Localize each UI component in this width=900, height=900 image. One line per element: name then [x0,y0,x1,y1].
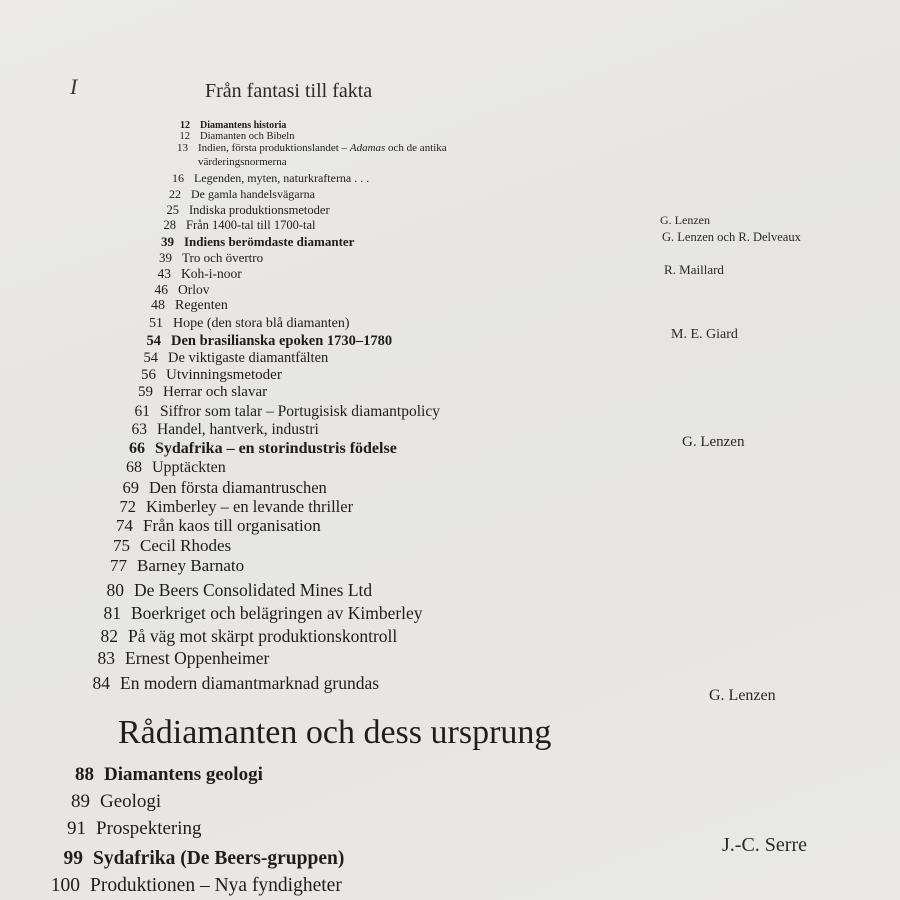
chapter-author: G. Lenzen [682,434,745,450]
toc-page-number: 54 [143,350,158,366]
toc-entry [152,187,315,202]
toc-entry [125,350,328,367]
toc-page-number: 54 [146,333,161,349]
toc-entry-title: Utvinningsmetoder [166,367,282,383]
toc-entry-title: Sydafrika (De Beers-gruppen) [93,848,345,869]
toc-entry [123,367,282,384]
toc-page-number: 48 [151,298,165,313]
toc-page-number: 51 [149,316,163,331]
toc-entry [120,384,267,401]
toc-entry-title: Den första diamantruschen [149,478,327,497]
toc-page-number: 43 [157,266,171,281]
toc-page-number: 99 [63,848,83,869]
toc-entry-title: Sydafrika – en storindustris födelse [155,440,397,457]
toc-page-number: 13 [177,142,188,154]
toc-entry [156,156,287,168]
toc-entry [128,333,392,350]
toc-entry-title: Herrar och slavar [163,384,268,400]
toc-entry-title: Kimberley – en levande thriller [146,497,354,516]
toc-entry-title: Diamantens historia [200,120,287,131]
toc-page-number: 61 [134,403,150,420]
toc-entry [50,764,263,786]
toc-entry [42,818,202,840]
toc-page-number: 74 [116,516,133,535]
toc-entry [117,403,440,421]
toc-entry-title: Legenden, myten, naturkrafterna . . . [194,171,370,185]
toc-entry [85,626,397,647]
toc-entry [133,298,228,314]
toc-entry-title: Den brasilianska epoken 1730–1780 [171,333,393,349]
toc-entry-title: Upptäckten [152,459,226,476]
toc-entry [79,673,379,694]
toc-entry-title: Från kaos till organisation [143,516,321,535]
toc-entry [164,120,286,131]
toc-page-number: 63 [131,421,147,438]
toc-entry [94,556,244,576]
chapter-author: G. Lenzen och R. Delveaux [662,230,801,244]
toc-page-number: 12 [180,120,190,131]
toc-entry [91,580,372,601]
toc-entry [149,203,330,218]
toc-page-number: 56 [141,367,156,383]
toc-page-number: 100 [50,875,80,896]
toc-entry [143,234,354,250]
toc-entry [46,791,161,813]
toc-entry-title: En modern diamantmarknad grundas [120,673,380,693]
toc-page-number: 91 [67,818,86,839]
chapter-author: J.-C. Serre [722,834,807,856]
toc-entry [141,250,263,266]
toc-entry-title: Diamanten och Bibeln [200,131,295,142]
toc-entry [100,516,321,536]
toc-page-number: 75 [113,536,130,555]
toc-page-number: 16 [172,171,184,185]
toc-entry [38,848,344,870]
toc-entry [139,266,242,282]
toc-entry-title: Geologi [100,791,162,812]
toc-entry-title: Barney Barnato [137,556,245,575]
toc-entry-title: De viktigaste diamantfälten [168,350,329,366]
toc-entry-title: Koh-i-noor [181,266,242,281]
toc-page-number: 66 [129,440,145,457]
toc-entry [103,497,353,517]
toc-entry-title: På väg mot skärpt produktionskontroll [128,626,398,646]
toc-entry-title: Indien, första produktionslandet – Adamas och de antika [198,142,447,154]
toc-page-number: 46 [154,282,168,297]
toc-page-number: 69 [122,478,139,497]
toc-entry [97,536,231,556]
toc-entry [112,440,397,458]
toc-page-number: 77 [110,556,127,575]
chapter-author: G. Lenzen [660,213,710,227]
toc-entry [159,131,294,142]
toc-page-number: 39 [159,250,172,265]
toc-entry [114,421,319,439]
toc-page-number: 28 [163,218,176,232]
toc-entry-title: Hope (den stora blå diamanten) [173,316,350,331]
toc-entry-title: Indiens berömdaste diamanter [184,234,355,249]
toc-page-number: 25 [166,203,179,217]
toc-page-number: 88 [75,764,94,785]
toc-entry [131,316,350,332]
toc-entry [109,459,226,477]
toc-page-number: 72 [119,497,136,516]
toc-entry-title: Regenten [175,298,228,313]
toc-page-number: 83 [97,648,115,668]
toc-entry-title: Ernest Oppenheimer [125,648,270,668]
toc-entry-title: Cecil Rhodes [140,536,232,555]
toc-entry-title: värderingsnormerna [198,156,287,168]
toc-page-number: 39 [161,234,174,249]
part-number: I [70,74,78,99]
toc-entry [153,171,369,186]
toc-entry [156,142,447,154]
toc-entry-title: Diamantens geologi [104,764,263,785]
toc-entry [136,282,210,298]
toc-page-number: 81 [103,603,121,623]
toc-entry [26,875,342,897]
toc-page-number: 89 [71,791,90,812]
toc-entry-title: Tro och övertro [182,250,264,265]
toc-entry-title: Indiska produktionsmetoder [189,203,330,217]
toc-page-number: 22 [169,187,181,201]
toc-entry [88,603,423,624]
toc-entry-title: Siffror som talar – Portugisisk diamantpolicy [160,403,440,420]
toc-page-number: 12 [179,131,190,142]
toc-entry-title: Prospektering [96,818,202,839]
toc-entry-title: Boerkriget och belägringen av Kimberley [131,603,423,623]
toc-page-number: 84 [92,673,110,693]
toc-entry [82,648,269,669]
chapter-author: G. Lenzen [709,687,776,704]
toc-entry-title: Handel, hantverk, industri [157,421,319,438]
toc-entry-title: De gamla handelsvägarna [191,187,315,201]
toc-entry [106,478,327,498]
toc-page-number: 68 [126,459,142,476]
toc-page-number: 80 [106,580,124,600]
chapter-author: R. Maillard [664,262,724,277]
toc-entry-title: Orlov [178,282,210,297]
toc-page-number: 82 [100,626,118,646]
toc-entry-title: De Beers Consolidated Mines Ltd [134,580,373,600]
toc-entry-title: Produktionen – Nya fyndigheter [90,875,342,896]
toc-entry-title: Från 1400-tal till 1700-tal [186,218,316,232]
toc-entry [146,218,316,233]
section-title: Rådiamanten och dess ursprung [118,714,552,751]
chapter-author: M. E. Giard [671,327,738,342]
section-title: Från fantasi till fakta [205,80,373,102]
toc-page-number: 59 [138,384,153,400]
